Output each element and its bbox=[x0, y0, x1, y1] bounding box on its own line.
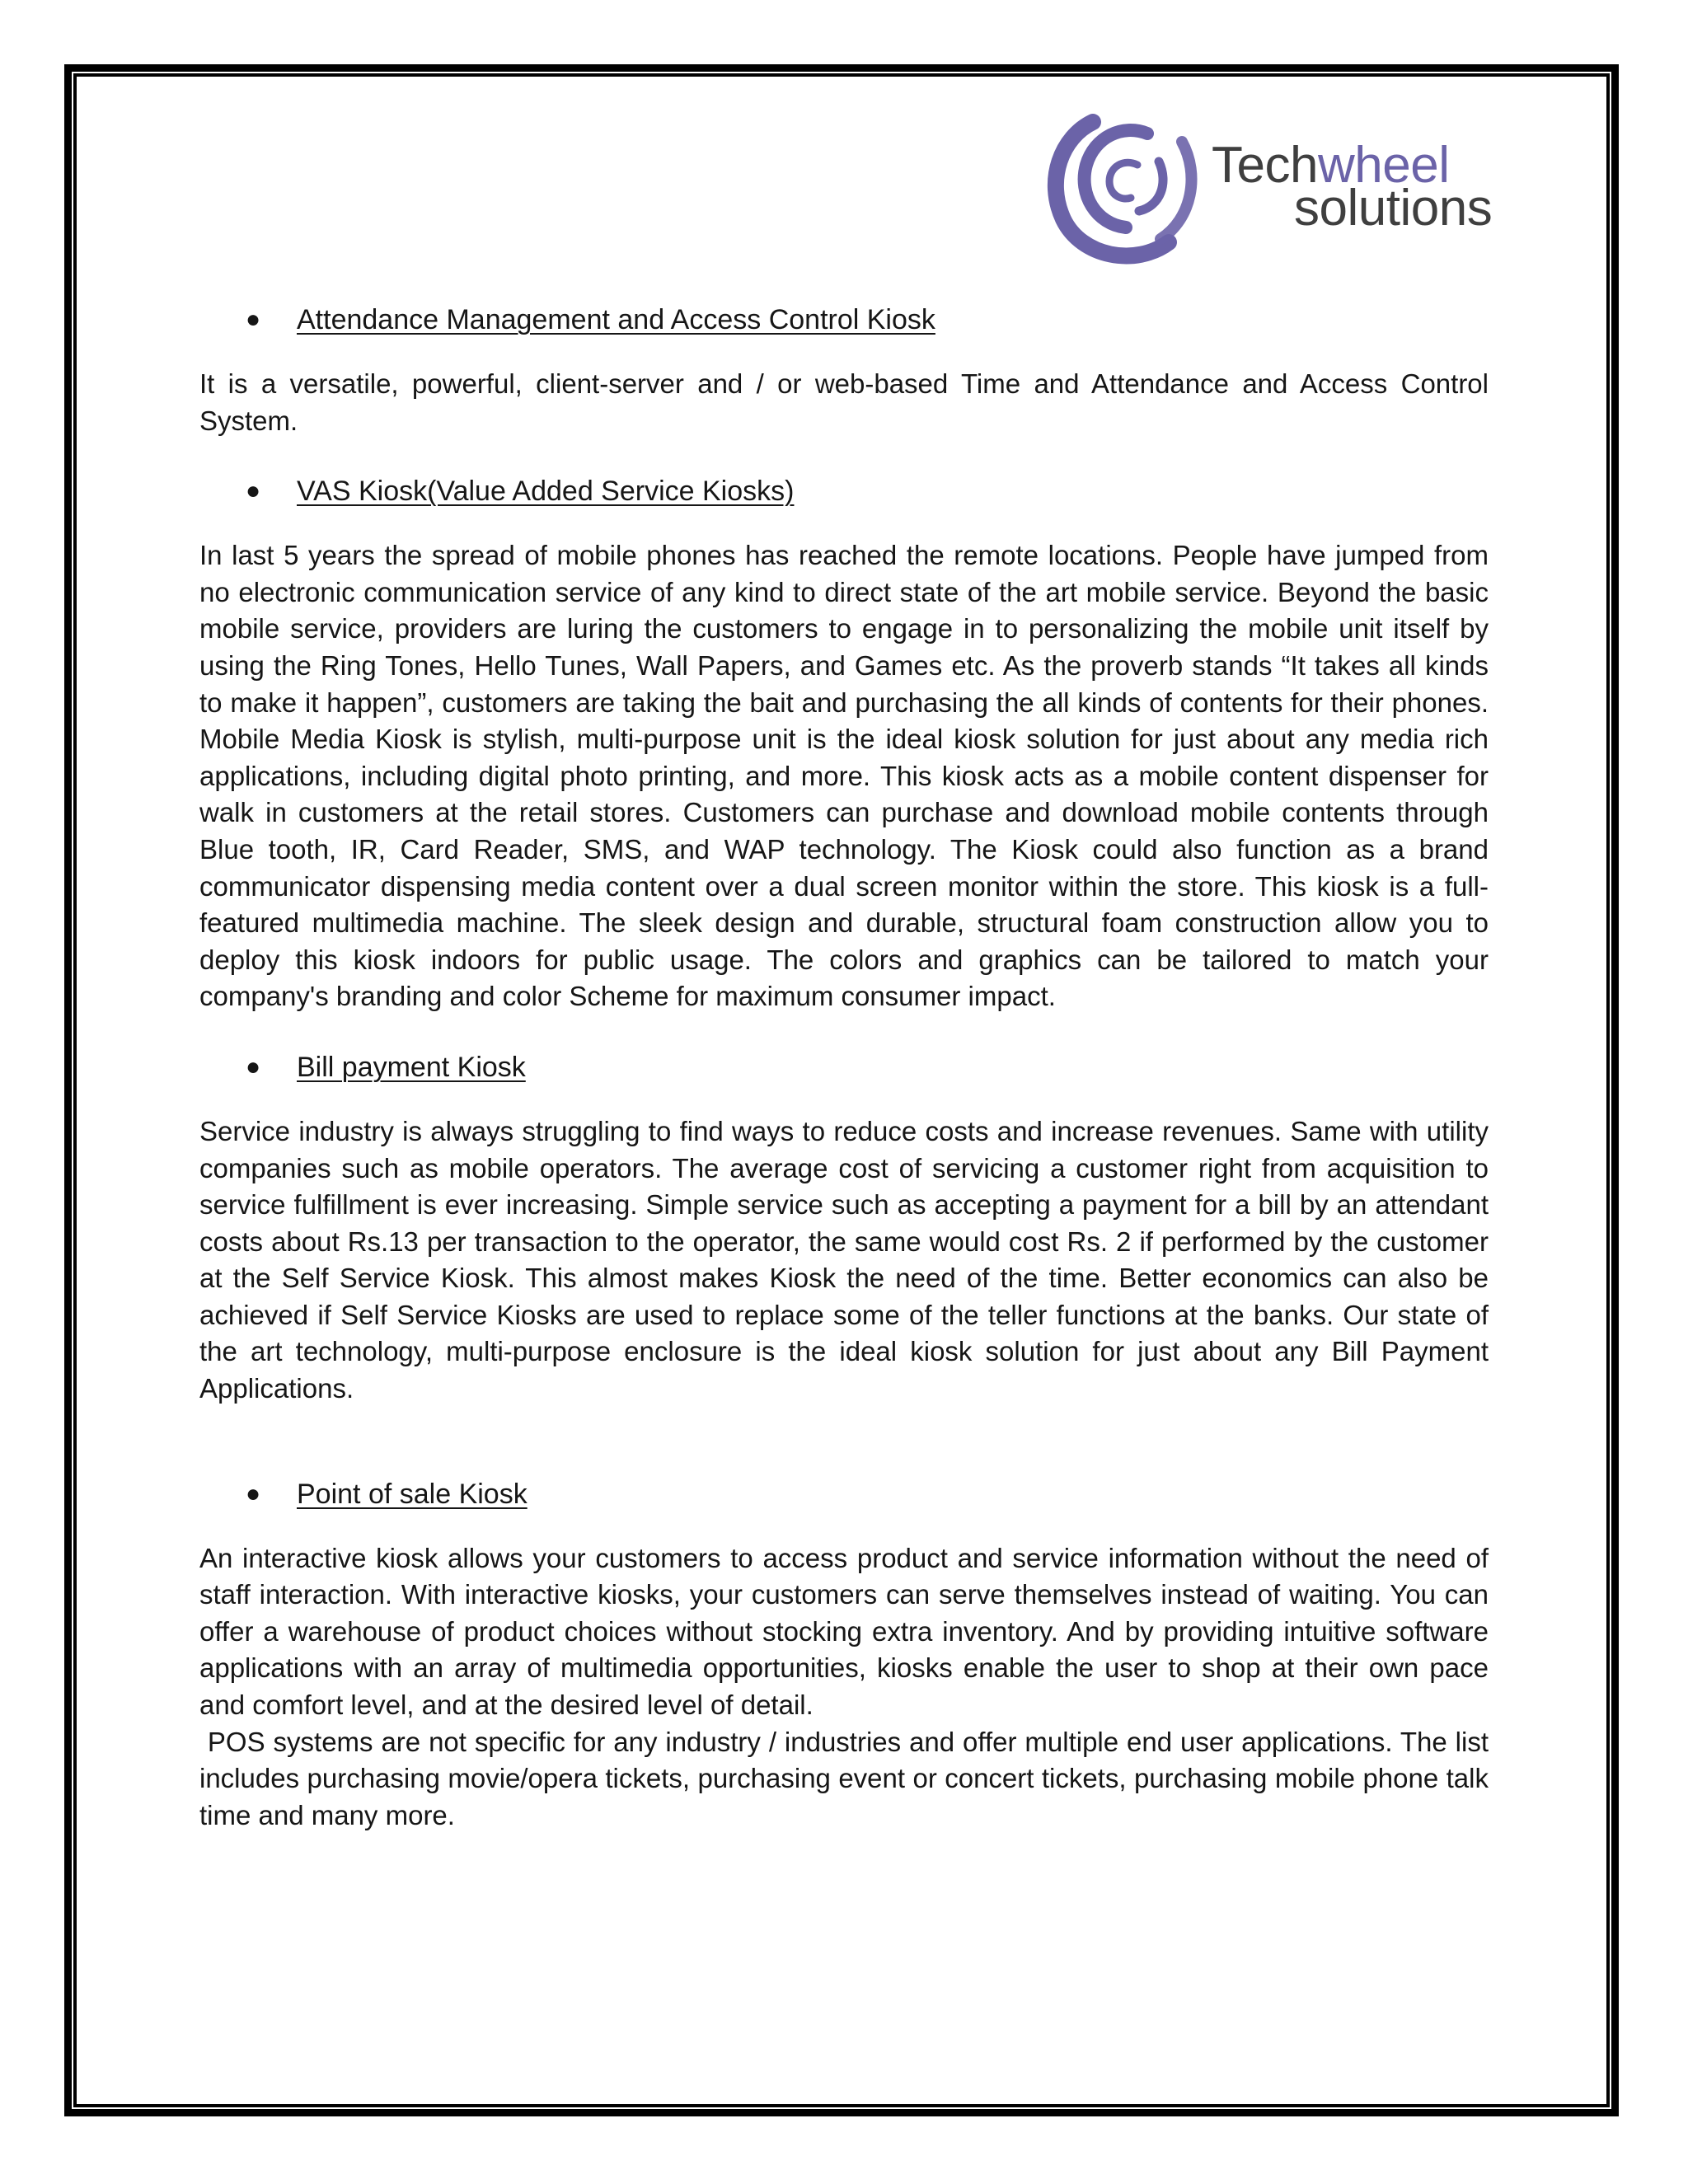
logo-wordmark bbox=[1212, 137, 1493, 237]
section-heading-point-of-sale: ● Point of sale Kiosk bbox=[199, 1475, 1489, 1513]
section-paragraph-point-of-sale-2: POS systems are not specific for any industry / industries and offer multiple end user applications. The list includes purchasing movie/opera tickets, purchasing event or concert tickets, purchasing mobile phone talk time and many more. bbox=[199, 1726, 1497, 1830]
bullet-icon: ● bbox=[246, 306, 261, 333]
section-paragraph-point-of-sale-1: An interactive kiosk allows your customers to access product and service information without the need of staff interaction. With interactive kiosks, your customers can serve themselves instead of waiting. You can offer a warehouse of product choices without stocking extra inventory. And by providing intuitive software applications with an array of multimedia opportunities, kiosks enable the user to shop at their own pace and comfort level, and at the desired level of detail. bbox=[199, 1542, 1489, 1721]
section-heading-attendance: ● Attendance Management and Access Control Kiosk bbox=[199, 301, 1489, 339]
swirl-logo-icon bbox=[1045, 104, 1202, 269]
section-heading-bill-payment: ● Bill payment Kiosk bbox=[199, 1048, 1489, 1086]
company-logo bbox=[1045, 104, 1507, 269]
bullet-icon: ● bbox=[246, 1479, 261, 1507]
logo-brand-prefix: Tech bbox=[1212, 137, 1318, 194]
bullet-icon: ● bbox=[246, 477, 261, 505]
logo-brand-suffix: solutions bbox=[1294, 180, 1493, 237]
section-paragraph-attendance: It is a versatile, powerful, client-server and / or web-based Time and Attendance and Access Control System. bbox=[199, 368, 1489, 436]
document-body bbox=[199, 301, 1497, 1834]
section-heading-vas: ● VAS Kiosk(Value Added Service Kiosks) bbox=[199, 472, 1489, 510]
logo-brand-accent: wheel bbox=[1317, 137, 1450, 194]
section-paragraph-bill-payment: Service industry is always struggling to find ways to reduce costs and increase revenues. Same with utility companies such as mobile operators. The average cost of servicing a customer right from acquisition to service fulfillment is ever increasing. Simple service such as accepting a payment for a bill by an attendant costs about Rs.13 per transaction to the operator, the same would cost Rs. 2 if performed by the customer at the Self Service Kiosk. This almost makes Kiosk the need of the time. Better economics can also be achieved if Self Service Kiosks are used to replace some of the teller functions at the banks. Our state of the art technology, multi-purpose enclosure is the ideal kiosk solution for just about any Bill Payment Applications. bbox=[199, 1115, 1489, 1404]
bullet-icon: ● bbox=[246, 1052, 261, 1080]
section-paragraph-vas: In last 5 years the spread of mobile phones has reached the remote locations. People have jumped from no electronic communication service of any kind to direct state of the art mobile service. Beyond the basic mobile service, providers are luring the customers to engage in to personalizing the mobile unit itself by using the Ring Tones, Hello Tunes, Wall Papers, and Games etc. As the proverb stands “It takes all kinds to make it happen”, customers are taking the bait and purchasing the all kinds of contents for their phones. Mobile Media Kiosk is stylish, multi-purpose unit is the ideal kiosk solution for just about any media rich applications, including digital photo printing, and more. This kiosk acts as a mobile content dispenser for walk in customers at the retail stores. Customers can purchase and download mobile contents through Blue tooth, IR, Card Reader, SMS, and WAP technology. The Kiosk could also function as a brand communicator dispensing media content over a dual screen monitor within the store. This kiosk is a full-featured multimedia machine. The sleek design and durable, structural foam construction allow you to deploy this kiosk indoors for public usage. The colors and graphics can be tailored to match your company's branding and color Scheme for maximum consumer impact. bbox=[199, 540, 1489, 1012]
